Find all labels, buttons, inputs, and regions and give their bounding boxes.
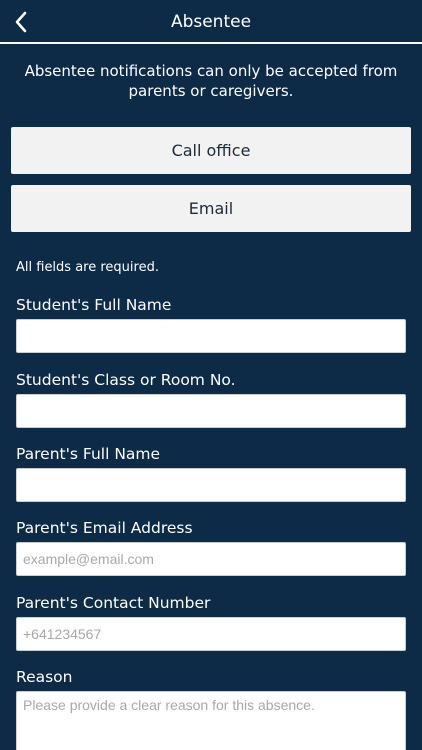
parent-name-input[interactable] <box>16 468 406 502</box>
student-name-input[interactable] <box>16 319 406 353</box>
student-class-label: Student's Class or Room No. <box>16 371 236 389</box>
student-name-label: Student's Full Name <box>16 296 172 314</box>
parents-only-notice: Absentee notifications can only be accepted from parents or caregivers. <box>24 62 398 100</box>
student-class-input[interactable] <box>16 394 406 428</box>
parent-contact-input[interactable] <box>16 617 406 651</box>
reason-textarea[interactable] <box>16 691 406 750</box>
required-fields-note: All fields are required. <box>16 260 159 275</box>
call-office-button[interactable]: Call office <box>11 127 411 174</box>
parent-email-label: Parent's Email Address <box>16 519 193 537</box>
back-button[interactable] <box>8 8 34 36</box>
chevron-left-icon <box>14 11 28 33</box>
reason-label: Reason <box>16 668 73 686</box>
email-button[interactable]: Email <box>11 185 411 232</box>
parent-email-input[interactable] <box>16 542 406 576</box>
parent-contact-label: Parent's Contact Number <box>16 594 211 612</box>
nav-header <box>0 0 422 44</box>
page-title: Absentee <box>170 12 252 32</box>
parent-name-label: Parent's Full Name <box>16 445 161 463</box>
